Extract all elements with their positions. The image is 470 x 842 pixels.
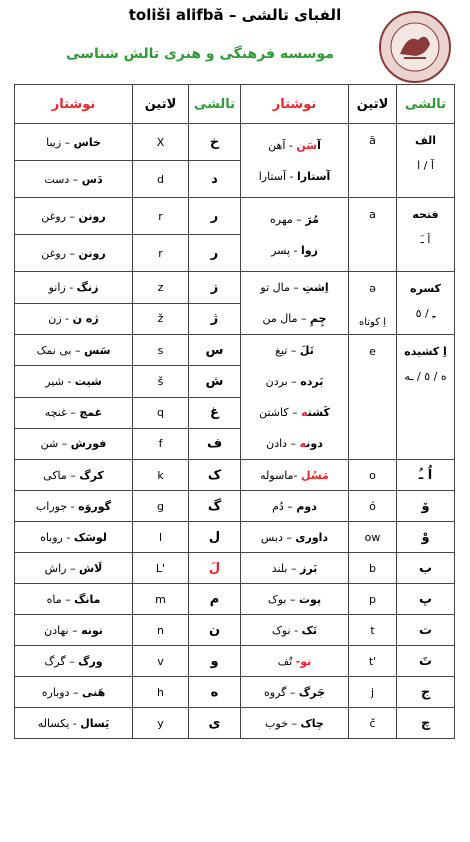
vowel-example-post: – دادن (266, 437, 300, 450)
example-word (15, 491, 133, 522)
latin-letter: z (133, 272, 189, 304)
talysh-letter: وْ (397, 522, 455, 553)
example-word-talysh: نونه (81, 623, 103, 637)
latin-letter: r (133, 235, 189, 272)
example-word-meaning: - یکساله (37, 716, 81, 730)
talysh-letter: و (189, 646, 241, 677)
latin-letter: ž (133, 303, 189, 335)
example-word (15, 366, 133, 397)
example-word (15, 522, 133, 553)
example-word (241, 708, 349, 739)
example-word-meaning: – ماه (46, 592, 75, 606)
example-word-talysh: یَسال (80, 716, 110, 730)
example-word (241, 584, 349, 615)
vowel-latin-value: e (369, 345, 376, 358)
alphabet-table (14, 84, 455, 739)
latin-letter: h (133, 677, 189, 708)
example-word-meaning: - شیر (45, 374, 75, 388)
example-word-talysh: هَنی (81, 685, 106, 699)
talysh-letter: ۆ (397, 491, 455, 522)
talysh-letter: ر (189, 198, 241, 235)
vowel-example-post: – کاشتن (259, 406, 302, 419)
example-word-talysh: گوروَه (78, 499, 112, 513)
col-header-talysh: تالشی (189, 85, 241, 124)
vowel-letter-name: الف (414, 134, 436, 147)
vowel-letter-name: اِ کشیده (404, 345, 447, 358)
vowel-example-pre: اِشتِ (302, 281, 329, 294)
example-word-talysh: لوسَک (73, 530, 107, 544)
talysh-letter: گ (189, 491, 241, 522)
vowel-example-red: ه (301, 406, 308, 419)
example-word-talysh: جَرگ (298, 685, 325, 699)
vowel-latin-value: a (369, 208, 376, 221)
vowel-example (243, 397, 346, 428)
example-word-talysh: کرگ (79, 468, 104, 482)
vowel-letter (397, 198, 455, 272)
vowel-letter-forms: اَ ـَ (420, 233, 431, 246)
example-word-meaning: – ماکی (43, 468, 80, 482)
table-row (15, 272, 455, 304)
example-word-talysh: غمچ (79, 406, 103, 420)
example-word-talysh: سَس (84, 343, 111, 357)
example-word-meaning: – دبس (260, 530, 296, 544)
table-row (15, 522, 455, 553)
example-word (15, 198, 133, 235)
example-word-talysh: چاک (300, 716, 324, 730)
vowel-example-red: ه (299, 437, 307, 450)
example-word-meaning: – نهادن (44, 623, 82, 637)
vowel-letter-forms: ـِ / ٥ (415, 307, 436, 320)
table-row (15, 708, 455, 739)
vowel-latin (349, 124, 397, 198)
vowel-example-post: – مهره (270, 212, 306, 226)
talysh-letter: ک (189, 460, 241, 491)
latin-letter: n (133, 615, 189, 646)
latin-letter: m (133, 584, 189, 615)
vowel-latin (349, 335, 397, 460)
talysh-letter: چ (397, 708, 455, 739)
table-row (15, 124, 455, 161)
vowel-example-pre: تَلَ (299, 344, 314, 357)
talysh-letter: ز (189, 272, 241, 304)
col-header-writing: نوشتار (15, 85, 133, 124)
talysh-letter: م (189, 584, 241, 615)
table-row (15, 198, 455, 235)
latin-letter: ow (349, 522, 397, 553)
latin-letter: š (133, 366, 189, 397)
example-word (241, 677, 349, 708)
latin-letter: t (349, 615, 397, 646)
table-row (15, 553, 455, 584)
table-row (15, 460, 455, 491)
example-word (241, 646, 349, 677)
example-word-meaning: تُف (277, 654, 296, 668)
latin-letter: l (133, 522, 189, 553)
example-word-talysh: مَسُل (301, 468, 329, 482)
example-word (15, 428, 133, 459)
vowel-example (243, 235, 346, 266)
talysh-letter: ب (397, 553, 455, 584)
vowel-example (243, 130, 346, 161)
example-word (15, 235, 133, 272)
talysh-letter: د (189, 161, 241, 198)
latin-letter: d (133, 161, 189, 198)
col-header-latin: لاتین (133, 85, 189, 124)
example-word-talysh: داوری (295, 530, 329, 544)
col-header-writing-2: نوشتار (241, 85, 349, 124)
latin-letter: f (133, 428, 189, 459)
table-row (15, 615, 455, 646)
vowel-letter-name: فتحه (412, 208, 439, 221)
col-header-latin-2: لاتین (349, 85, 397, 124)
latin-letter: j (349, 677, 397, 708)
example-word (241, 615, 349, 646)
example-word-talysh: ژه ن (72, 312, 99, 326)
example-word-meaning: – گروه (264, 685, 299, 699)
latin-letter: k (133, 460, 189, 491)
vowel-example-red: سَن (296, 138, 318, 152)
example-word-meaning: - جوراب (35, 499, 79, 513)
example-word-meaning: – غنچه (44, 406, 80, 420)
latin-letter: t' (349, 646, 397, 677)
example-word (241, 460, 349, 491)
example-word (15, 460, 133, 491)
talysh-letter: ش (189, 366, 241, 397)
talysh-letter: غ (189, 397, 241, 428)
talysh-letter: خ (189, 124, 241, 161)
vowel-letter (397, 335, 455, 460)
latin-letter: v (133, 646, 189, 677)
example-word-meaning: - روباه (40, 530, 74, 544)
vowel-latin-value: ă (369, 134, 376, 147)
vowel-example-pre: زوا (300, 243, 318, 257)
latin-letter: y (133, 708, 189, 739)
vowel-example-pre: آستارا (296, 169, 331, 183)
institute-name: موسسه فرهنگی و هنری تالش شناسی (66, 46, 334, 62)
talysh-letter: ه (189, 677, 241, 708)
talysh-letter: ج (397, 677, 455, 708)
example-word-talysh: تو- (295, 654, 312, 668)
talysh-letter: ل (189, 522, 241, 553)
example-word (241, 522, 349, 553)
vowel-example-post: – مال تو (260, 281, 303, 294)
example-word-meaning: – بلند (271, 561, 300, 575)
institute-logo (378, 10, 452, 84)
example-word-meaning: – دُم (272, 499, 297, 513)
vowel-letter-name: کسره (410, 282, 441, 295)
example-word (15, 124, 133, 161)
vowel-example-post: - آستارا (258, 169, 297, 183)
vowel-example-post: – بردن (265, 375, 301, 388)
latin-letter: X (133, 124, 189, 161)
vowel-example-pre: کَشت (307, 406, 330, 419)
talysh-letter: پ (397, 584, 455, 615)
example-word (15, 584, 133, 615)
talysh-letter: ن (189, 615, 241, 646)
title-dash: – (228, 6, 237, 24)
table-row (15, 677, 455, 708)
example-word-talysh: لَاش (78, 561, 103, 575)
vowel-examples (241, 272, 349, 335)
latin-letter: r (133, 198, 189, 235)
table-row (15, 491, 455, 522)
vowel-letter (397, 124, 455, 198)
example-word (15, 615, 133, 646)
vowel-examples (241, 335, 349, 460)
vowel-example (243, 366, 346, 397)
latin-letter: č (349, 708, 397, 739)
example-word-meaning: – دست (44, 172, 82, 186)
example-word-meaning: -ماسوله (260, 468, 302, 482)
talysh-letter: س (189, 335, 241, 366)
example-word-meaning: - نوک (272, 623, 302, 637)
talysh-letter: ی (189, 708, 241, 739)
example-word-meaning: – روغن (41, 246, 79, 260)
example-word-talysh: دوم (296, 499, 317, 513)
talysh-letter: تَ (397, 646, 455, 677)
vowel-example (243, 428, 346, 459)
latin-letter: s (133, 335, 189, 366)
example-word-meaning: – راش (44, 561, 79, 575)
vowel-letter-forms: آ / ا (417, 159, 434, 172)
vowel-examples (241, 124, 349, 198)
example-word (15, 303, 133, 335)
example-word-meaning: - زن (48, 312, 73, 326)
vowel-latin-value: ə (369, 282, 376, 295)
vowel-example (243, 272, 346, 303)
example-word-talysh: دَس (81, 172, 103, 186)
vowel-example-post: – مال من (262, 312, 310, 325)
talysh-letter: اُ ـُ (397, 460, 455, 491)
vowel-letter-forms: ە / ٥ / ـە (404, 370, 447, 383)
vowel-example (243, 303, 346, 334)
vowel-example-pre: چِمِ (309, 312, 327, 325)
vowel-example (243, 335, 346, 366)
example-word-meaning: - زانو (48, 280, 77, 294)
latin-letter: p (349, 584, 397, 615)
vowel-example-post: - پسر (271, 243, 301, 257)
example-word-meaning: – گرگ (44, 654, 79, 668)
latin-letter: ó (349, 491, 397, 522)
latin-letter: L' (133, 553, 189, 584)
example-word-meaning: – شن (40, 437, 71, 451)
vowel-example-pre: مُرَ (305, 212, 319, 226)
example-word-meaning: – بی نمک (36, 343, 85, 357)
latin-letter: o (349, 460, 397, 491)
latin-letter: b (349, 553, 397, 584)
title-persian: الفبای تالشی (241, 6, 342, 24)
vowel-example-post: – تیغ (275, 344, 300, 357)
title-latin: toliši alifbă (128, 6, 224, 24)
example-word (15, 161, 133, 198)
vowel-example-post: - آهن (268, 138, 297, 152)
example-word-talysh: شیت (74, 374, 102, 388)
example-word-talysh: ورگ (78, 654, 103, 668)
example-word-talysh: زنگ (76, 280, 99, 294)
example-word-meaning: – زیبا (46, 135, 74, 149)
vowel-latin (349, 272, 397, 335)
example-word-meaning: – بوک (267, 592, 299, 606)
example-word-talysh: رونن (78, 246, 106, 260)
latin-letter: g (133, 491, 189, 522)
example-word-talysh: مانگ (74, 592, 101, 606)
example-word-meaning: – روغن (41, 209, 79, 223)
example-word-meaning: – خوب (265, 716, 301, 730)
talysh-letter: ف (189, 428, 241, 459)
talysh-letter: ت (397, 615, 455, 646)
example-word (15, 553, 133, 584)
talysh-letter: ر (189, 235, 241, 272)
vowel-example-pre: آ (317, 138, 321, 152)
table-row (15, 646, 455, 677)
example-word-talysh: فورش (70, 437, 107, 451)
table-row (15, 335, 455, 366)
vowel-example (243, 204, 346, 235)
latin-letter: q (133, 397, 189, 428)
vowel-examples (241, 198, 349, 272)
col-header-talysh-2: تالشی (397, 85, 455, 124)
example-word (15, 677, 133, 708)
vowel-letter (397, 272, 455, 335)
vowel-example-pre: دون (306, 437, 323, 450)
example-word (15, 335, 133, 366)
vowel-example-pre: بَرده (300, 375, 324, 388)
example-word-talysh: خاس (73, 135, 101, 149)
example-word-meaning: – دوباره (41, 685, 82, 699)
example-word-talysh: رونن (78, 209, 106, 223)
talysh-letter: لَ (189, 553, 241, 584)
talysh-letter: ژ (189, 303, 241, 335)
example-word (15, 272, 133, 304)
example-word (15, 708, 133, 739)
example-word (241, 491, 349, 522)
example-word-talysh: پوت (299, 592, 322, 606)
example-word-talysh: تَک (301, 623, 317, 637)
example-word (15, 646, 133, 677)
table-row (15, 584, 455, 615)
vowel-note: اِ کوتاه (359, 317, 386, 328)
example-word (241, 553, 349, 584)
vowel-example (243, 161, 346, 192)
example-word-talysh: بَرز (299, 561, 318, 575)
example-word (15, 397, 133, 428)
vowel-latin (349, 198, 397, 272)
